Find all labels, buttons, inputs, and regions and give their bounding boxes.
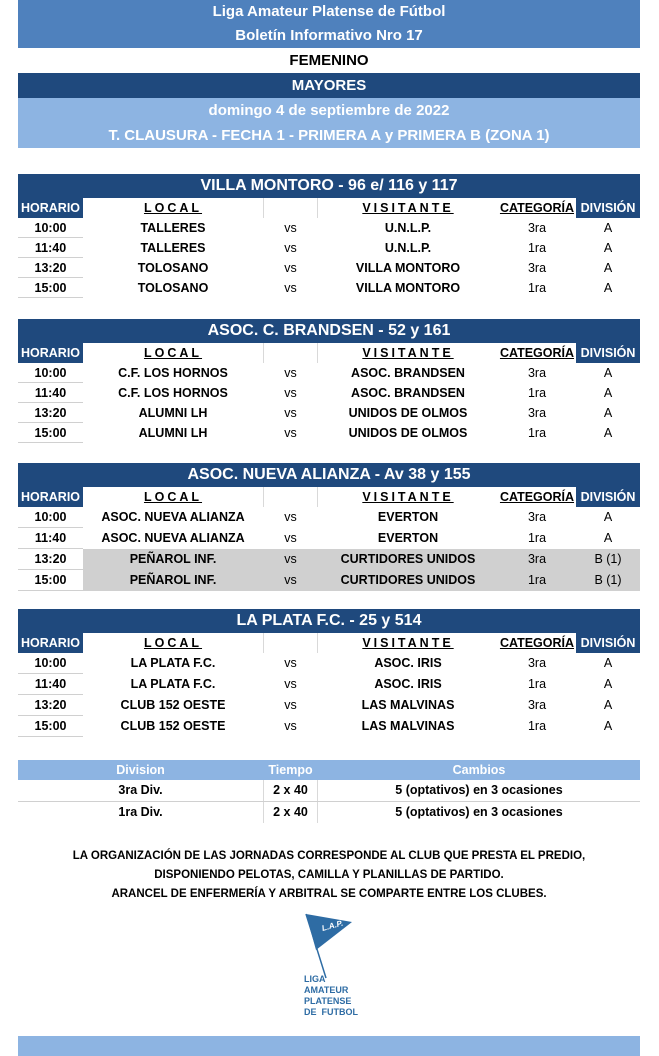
match-division: A [603, 510, 613, 524]
match-division: A [603, 241, 613, 255]
match-time: 15:00 [18, 570, 83, 591]
match-division: A [603, 281, 613, 295]
match-time: 13:20 [18, 403, 83, 423]
match-time: 10:00 [18, 218, 83, 238]
match-visitor: VILLA MONTORO [355, 261, 461, 275]
cambios-cell: 5 (optativos) en 3 ocasiones [395, 805, 563, 819]
match-category: 3ra [527, 366, 547, 380]
col-vs-blank [263, 198, 318, 218]
match-category: 3ra [527, 406, 547, 420]
match-category: 3ra [527, 698, 547, 712]
match-time: 15:00 [18, 716, 83, 737]
match-vs: vs [284, 677, 297, 691]
match-division: A [603, 531, 613, 545]
match-local: CLUB 152 OESTE [120, 698, 226, 712]
match-row [18, 363, 640, 383]
rules-summary-table [18, 760, 640, 823]
logo-line: AMATEUR [304, 985, 349, 995]
match-row [18, 695, 640, 716]
col-visitante: VISITANTE [362, 636, 454, 650]
division-cell: 1ra Div. [118, 805, 163, 819]
match-visitor: EVERTON [377, 510, 439, 524]
match-time: 10:00 [18, 507, 83, 528]
match-local: LA PLATA F.C. [130, 656, 216, 670]
col-visitante: VISITANTE [362, 201, 454, 215]
match-time: 13:20 [18, 258, 83, 278]
match-vs: vs [284, 281, 297, 295]
league-logo [282, 912, 372, 1027]
match-visitor: EVERTON [377, 531, 439, 545]
match-time: 11:40 [18, 238, 83, 258]
match-category: 3ra [527, 221, 547, 235]
match-row [18, 383, 640, 403]
match-division: B (1) [576, 570, 640, 591]
match-row [18, 570, 640, 591]
note-line: ARANCEL DE ENFERMERÍA Y ARBITRAL SE COMPARTE ENTRE LOS CLUBES. [111, 888, 547, 900]
match-row [18, 528, 640, 549]
col-categoria: CATEGORÍA [499, 201, 575, 215]
bulletin-title: Boletín Informativo Nro 17 [18, 24, 640, 48]
col-horario: HORARIO [18, 487, 83, 507]
match-local: PEÑAROL INF. [83, 549, 263, 570]
organization-notes [18, 847, 640, 904]
flag-text: L.A.P. [320, 918, 345, 933]
rules-summary-row [18, 802, 640, 823]
match-time: 11:40 [18, 528, 83, 549]
pennant-flag-icon [282, 912, 372, 982]
match-category: 1ra [527, 241, 547, 255]
column-header-row [18, 487, 640, 507]
col-division: DIVISIÓN [576, 487, 640, 507]
match-row [18, 218, 640, 238]
match-division: A [603, 406, 613, 420]
match-visitor: CURTIDORES UNIDOS [318, 549, 498, 570]
note-line: DISPONIENDO PELOTAS, CAMILLA Y PLANILLAS DE PARTIDO. [154, 869, 504, 881]
match-local: ASOC. NUEVA ALIANZA [101, 531, 245, 545]
match-local: ASOC. NUEVA ALIANZA [101, 510, 245, 524]
logo-line: PLATENSE [304, 996, 352, 1006]
match-vs: vs [284, 406, 297, 420]
header-division: Division [116, 763, 165, 777]
match-local: ALUMNI LH [138, 426, 208, 440]
match-time: 13:20 [18, 549, 83, 570]
venue-section [18, 463, 640, 591]
match-visitor: ASOC. BRANDSEN [351, 386, 465, 400]
tournament-info: T. CLAUSURA - FECHA 1 - PRIMERA A y PRIMERA B (ZONA 1) [18, 123, 640, 148]
match-local: C.F. LOS HORNOS [118, 366, 228, 380]
match-category: 1ra [498, 570, 576, 591]
match-visitor: UNIDOS DE OLMOS [348, 406, 468, 420]
col-vs-blank [263, 487, 318, 507]
logo-wordmark [304, 974, 358, 1018]
match-visitor: LAS MALVINAS [361, 698, 455, 712]
match-division: A [603, 221, 613, 235]
col-horario: HORARIO [18, 343, 83, 363]
match-category: 1ra [527, 386, 547, 400]
category-label: FEMENINO [289, 52, 369, 69]
footer-band [18, 1036, 640, 1056]
match-visitor: ASOC. IRIS [374, 677, 442, 691]
match-local: TALLERES [140, 221, 206, 235]
match-vs: vs [263, 570, 318, 591]
col-local: LOCAL [143, 490, 203, 504]
col-local: LOCAL [143, 201, 203, 215]
match-category: 1ra [527, 281, 547, 295]
match-row [18, 278, 640, 298]
match-vs: vs [284, 386, 297, 400]
match-visitor: U.N.L.P. [384, 221, 432, 235]
match-vs: vs [284, 221, 297, 235]
venue-section [18, 319, 640, 443]
league-title: Liga Amateur Platense de Fútbol [18, 0, 640, 24]
col-visitante: VISITANTE [362, 346, 454, 360]
match-local: TOLOSANO [137, 261, 209, 275]
match-visitor: LAS MALVINAS [361, 719, 455, 733]
match-division: A [603, 261, 613, 275]
match-row [18, 674, 640, 695]
column-header-row [18, 198, 640, 218]
logo-line: LIGA [304, 974, 326, 984]
match-division: A [603, 719, 613, 733]
match-visitor: CURTIDORES UNIDOS [318, 570, 498, 591]
match-category: 3ra [498, 549, 576, 570]
col-local: LOCAL [143, 636, 203, 650]
match-category: 3ra [527, 510, 547, 524]
match-division: A [603, 386, 613, 400]
match-row [18, 507, 640, 528]
match-vs: vs [284, 656, 297, 670]
match-date: domingo 4 de septiembre de 2022 [18, 98, 640, 123]
tiempo-cell: 2 x 40 [263, 802, 318, 823]
col-categoria: CATEGORÍA [499, 636, 575, 650]
match-row [18, 238, 640, 258]
match-category: 1ra [527, 531, 547, 545]
match-vs: vs [284, 531, 297, 545]
match-vs: vs [284, 261, 297, 275]
match-vs: vs [284, 719, 297, 733]
venue-title: ASOC. NUEVA ALIANZA - Av 38 y 155 [18, 463, 640, 487]
col-local: LOCAL [143, 346, 203, 360]
match-time: 11:40 [18, 674, 83, 695]
col-division: DIVISIÓN [576, 633, 640, 653]
col-visitante: VISITANTE [362, 490, 454, 504]
match-time: 15:00 [18, 278, 83, 298]
match-row [18, 423, 640, 443]
rules-summary-header [18, 760, 640, 780]
match-local: LA PLATA F.C. [130, 677, 216, 691]
cambios-cell: 5 (optativos) en 3 ocasiones [395, 783, 563, 797]
venue-title: ASOC. C. BRANDSEN - 52 y 161 [18, 319, 640, 343]
match-category: 1ra [527, 426, 547, 440]
header-cambios: Cambios [452, 763, 506, 777]
match-time: 13:20 [18, 695, 83, 716]
match-time: 11:40 [18, 383, 83, 403]
col-division: DIVISIÓN [576, 198, 640, 218]
col-vs-blank [263, 633, 318, 653]
col-vs-blank [263, 343, 318, 363]
match-vs: vs [284, 241, 297, 255]
venue-title: LA PLATA F.C. - 25 y 514 [18, 609, 640, 633]
match-time: 15:00 [18, 423, 83, 443]
match-division: A [603, 366, 613, 380]
match-division: A [603, 656, 613, 670]
level-label: MAYORES [18, 73, 640, 98]
match-local: CLUB 152 OESTE [120, 719, 226, 733]
match-vs: vs [284, 698, 297, 712]
match-visitor: ASOC. BRANDSEN [351, 366, 465, 380]
match-row [18, 716, 640, 737]
venue-section [18, 174, 640, 298]
match-local: TOLOSANO [137, 281, 209, 295]
rules-summary-row [18, 780, 640, 802]
match-category: 1ra [527, 677, 547, 691]
header-tiempo: Tiempo [268, 763, 313, 777]
match-visitor: VILLA MONTORO [355, 281, 461, 295]
match-visitor: UNIDOS DE OLMOS [348, 426, 468, 440]
match-local: C.F. LOS HORNOS [118, 386, 228, 400]
col-categoria: CATEGORÍA [499, 346, 575, 360]
match-vs: vs [284, 426, 297, 440]
match-division: A [603, 698, 613, 712]
match-time: 10:00 [18, 653, 83, 674]
match-category: 1ra [527, 719, 547, 733]
match-division: A [603, 677, 613, 691]
col-horario: HORARIO [18, 198, 83, 218]
match-division: A [603, 426, 613, 440]
col-categoria: CATEGORÍA [499, 490, 575, 504]
match-visitor: ASOC. IRIS [374, 656, 442, 670]
match-row [18, 549, 640, 570]
match-category: 3ra [527, 261, 547, 275]
match-time: 10:00 [18, 363, 83, 383]
division-cell: 3ra Div. [118, 783, 163, 797]
match-row [18, 653, 640, 674]
column-header-row [18, 633, 640, 653]
match-local: PEÑAROL INF. [83, 570, 263, 591]
col-horario: HORARIO [18, 633, 83, 653]
match-vs: vs [284, 510, 297, 524]
match-row [18, 403, 640, 423]
match-row [18, 258, 640, 278]
note-line: LA ORGANIZACIÓN DE LAS JORNADAS CORRESPONDE AL CLUB QUE PRESTA EL PREDIO, [72, 850, 586, 862]
match-local: TALLERES [140, 241, 206, 255]
col-division: DIVISIÓN [576, 343, 640, 363]
tiempo-cell: 2 x 40 [263, 780, 318, 801]
column-header-row [18, 343, 640, 363]
match-division: B (1) [576, 549, 640, 570]
match-vs: vs [284, 366, 297, 380]
match-vs: vs [263, 549, 318, 570]
logo-line: DE FUTBOL [304, 1007, 358, 1017]
venue-title: VILLA MONTORO - 96 e/ 116 y 117 [18, 174, 640, 198]
venue-section [18, 609, 640, 737]
match-visitor: U.N.L.P. [384, 241, 432, 255]
match-local: ALUMNI LH [138, 406, 208, 420]
match-category: 3ra [527, 656, 547, 670]
